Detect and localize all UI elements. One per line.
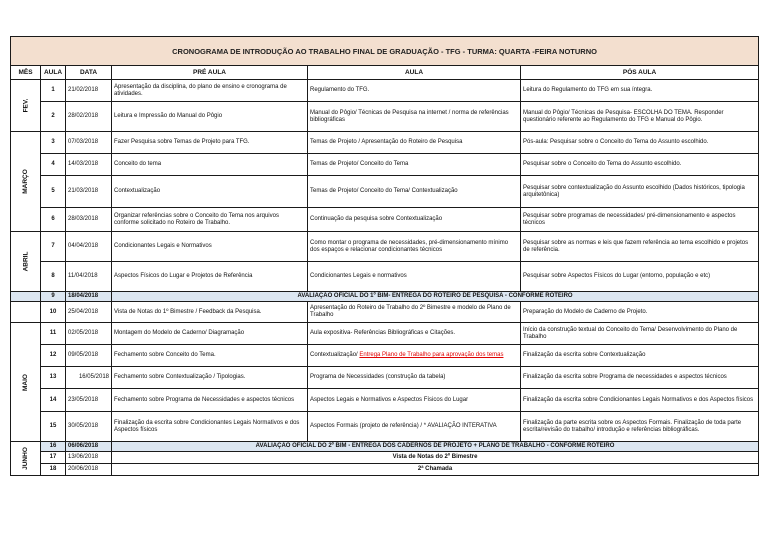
pre-aula-cell: Fechamento sobre Contextualização / Tipologias. — [112, 367, 308, 389]
aula-cell: Aspectos Legais e Normativos e Aspectos Físicos do Lugar — [308, 389, 521, 412]
aula-number: 3 — [41, 132, 66, 154]
aula-number: 5 — [41, 176, 66, 208]
aula-cell: Temas de Projeto/ Conceito do Tema — [308, 154, 521, 176]
pos-aula-cell: Início da construção textual do Conceito do Tema/ Desenvolvimento do Plano de Trabalho — [521, 323, 759, 345]
schedule-table — [10, 36, 759, 476]
aula-cell: Aspectos Formais (projeto de referência) / * AVALIAÇÃO INTERATIVA — [308, 412, 521, 442]
aula-cell — [308, 345, 521, 367]
table-row — [11, 80, 759, 102]
aula-cell: Regulamento do TFG. — [308, 80, 521, 102]
aula-number: 12 — [41, 345, 66, 367]
evaluation-banner: AVALIAÇÃO OFICIAL DO 1º BIM- ENTREGA DO ROTEIRO DE PESQUISA - CONFORME ROTEIRO — [112, 292, 759, 302]
table-row — [11, 302, 759, 323]
pre-aula-cell: Conceito do tema — [112, 154, 308, 176]
table-row — [11, 323, 759, 345]
table-row — [11, 132, 759, 154]
pre-aula-cell: Apresentação da disciplina, do plano de ensino e cronograma de atividades. — [112, 80, 308, 102]
month-maio: MAIO — [11, 323, 41, 442]
aula-cell: Temas de Projeto/ Conceito do Tema/ Contextualização — [308, 176, 521, 208]
aula-cell: Apresentação do Roteiro de Trabalho do 2º Bimestre e modelo de Plano de Trabalho — [308, 302, 521, 323]
pre-aula-cell: Leitura e Impressão do Manual do Pôgio — [112, 102, 308, 132]
pos-aula-cell: Manual do Pôgio/ Técnicas de Pesquisa- ESCOLHA DO TEMA. Responder questionário referente ao Regulamento do TFG e Manual do Pôgio. — [521, 102, 759, 132]
aula-date: 21/02/2018 — [66, 80, 112, 102]
aula-number: 4 — [41, 154, 66, 176]
blank-cell — [11, 292, 41, 302]
aula-cell: Aula expositiva- Referências Bibliográficas e Citações. — [308, 323, 521, 345]
evaluation-banner: AVALIAÇÃO OFICIAL DO 2º BIM - ENTREGA DOS CADERNOS DE PROJETO + PLANO DE TRABALHO - CONFORME ROTEIRO — [112, 442, 759, 452]
aula-date: 28/03/2018 — [66, 208, 112, 232]
aula-number: 17 — [41, 452, 66, 464]
pos-aula-cell: Pesquisar sobre as normas e leis que fazem referência ao tema escolhido e projetos de referência. — [521, 232, 759, 262]
pre-aula-cell: Contextualização — [112, 176, 308, 208]
table-row — [11, 389, 759, 412]
pos-aula-cell: Finalização da escrita sobre Condicionantes Legais Normativos e dos Aspectos físicos — [521, 389, 759, 412]
aula-date: 06/06/2018 — [66, 442, 112, 452]
aula-cell: Programa de Necessidades (construção da tabela) — [308, 367, 521, 389]
header-data: DATA — [66, 66, 112, 80]
month-junho: JUNHO — [11, 442, 41, 476]
pre-aula-cell: Finalização da escrita sobre Condicionantes Legais Normativos e dos Aspectos físicos — [112, 412, 308, 442]
pre-aula-cell: Organizar referências sobre o Conceito do Tema nos arquivos conforme solicitado no Roteiro de Trabalho. — [112, 208, 308, 232]
header-pre-aula: PRÉ AULA — [112, 66, 308, 80]
table-row — [11, 176, 759, 208]
aula-number: 6 — [41, 208, 66, 232]
aula-number: 1 — [41, 80, 66, 102]
schedule-sheet — [10, 36, 758, 476]
table-row — [11, 367, 759, 389]
aula-cell: Continuação da pesquisa sobre Contextualização — [308, 208, 521, 232]
table-row — [11, 345, 759, 367]
schedule-title: CRONOGRAMA DE INTRODUÇÃO AO TRABALHO FINAL DE GRADUAÇÃO - TFG - TURMA: QUARTA -FEIRA NOTURNO — [11, 37, 759, 66]
pre-aula-cell: Fechamento sobre Conceito do Tema. — [112, 345, 308, 367]
header-mes: MÊS — [11, 66, 41, 80]
aula-date: 28/02/2018 — [66, 102, 112, 132]
pos-aula-cell: Preparação do Modelo de Caderno de Projeto. — [521, 302, 759, 323]
table-row — [11, 154, 759, 176]
month-fev: FEV. — [11, 80, 41, 132]
aula-date: 20/06/2018 — [66, 464, 112, 476]
month-abril: ABRIL — [11, 232, 41, 292]
aula-date: 25/04/2018 — [66, 302, 112, 323]
pos-aula-cell: Finalização da escrita sobre Contextualização — [521, 345, 759, 367]
aula-number: 9 — [41, 292, 66, 302]
aula-date: 09/05/2018 — [66, 345, 112, 367]
pre-aula-cell: Aspectos Físicos do Lugar e Projetos de Referência — [112, 262, 308, 292]
pre-aula-cell: Fazer Pesquisa sobre Temas de Projeto para TFG. — [112, 132, 308, 154]
aula-date: 23/05/2018 — [66, 389, 112, 412]
aula-number: 14 — [41, 389, 66, 412]
pre-aula-cell: Condicionantes Legais e Normativos — [112, 232, 308, 262]
aula-date: 07/03/2018 — [66, 132, 112, 154]
table-row — [11, 452, 759, 464]
aula-cell: Condicionantes Legais e normativos — [308, 262, 521, 292]
aula-text: Contextualização/ — [310, 352, 358, 358]
pos-aula-cell: Finalização da escrita sobre Programa de necessidades e aspectos técnicos — [521, 367, 759, 389]
pos-aula-cell: Leitura do Regulamento do TFG em sua íntegra. — [521, 80, 759, 102]
aula-date: 16/05/2018 — [66, 367, 112, 389]
table-row — [11, 102, 759, 132]
aula-number: 18 — [41, 464, 66, 476]
table-row — [11, 262, 759, 292]
aula-date: 13/06/2018 — [66, 452, 112, 464]
aula-number: 8 — [41, 262, 66, 292]
aula-cell: Manual do Pôgio/ Técnicas de Pesquisa na internet / norma de referências bibliográficas — [308, 102, 521, 132]
aula-number: 13 — [41, 367, 66, 389]
pos-aula-cell: Pós-aula: Pesquisar sobre o Conceito do Tema do Assunto escolhido. — [521, 132, 759, 154]
aula-highlight: Entrega Plano de Trabalho para aprovação dos temas — [359, 352, 504, 358]
merged-cell: 2ª Chamada — [112, 464, 759, 476]
blank-cell — [11, 302, 41, 323]
table-row — [11, 232, 759, 262]
aula-number: 2 — [41, 102, 66, 132]
pos-aula-cell: Pesquisar sobre programas de necessidades/ pré-dimensionamento e aspectos técnicos — [521, 208, 759, 232]
header-aula: AULA — [308, 66, 521, 80]
header-pos-aula: PÓS AULA — [521, 66, 759, 80]
aula-number: 7 — [41, 232, 66, 262]
pre-aula-cell: Fechamento sobre Programa de Necessidades e aspectos técnicos — [112, 389, 308, 412]
merged-cell: Vista de Notas do 2º Bimestre — [112, 452, 759, 464]
evaluation-row — [11, 292, 759, 302]
aula-date: 02/05/2018 — [66, 323, 112, 345]
table-row — [11, 464, 759, 476]
aula-cell: Como montar o programa de necessidades, pré-dimensionamento mínimo dos espaços e relacionar condicionantes técnicos — [308, 232, 521, 262]
aula-number: 10 — [41, 302, 66, 323]
pre-aula-cell: Vista de Notas do 1º Bimestre / Feedback da Pesquisa. — [112, 302, 308, 323]
table-row — [11, 208, 759, 232]
pre-aula-cell: Montagem do Modelo de Caderno/ Diagramação — [112, 323, 308, 345]
aula-date: 14/03/2018 — [66, 154, 112, 176]
pos-aula-cell: Finalização da parte escrita sobre os Aspectos Formais. Finalização de toda parte escrita/revisão do trabalho/ introdução e referências bibliográficas. — [521, 412, 759, 442]
aula-cell: Temas de Projeto / Apresentação do Roteiro de Pesquisa — [308, 132, 521, 154]
aula-date: 21/03/2018 — [66, 176, 112, 208]
aula-number: 15 — [41, 412, 66, 442]
month-marco: MARÇO — [11, 132, 41, 232]
pos-aula-cell: Pesquisar sobre Aspectos Físicos do Lugar (entorno, população e etc) — [521, 262, 759, 292]
aula-date: 04/04/2018 — [66, 232, 112, 262]
aula-date: 18/04/2018 — [66, 292, 112, 302]
pos-aula-cell: Pesquisar sobre o Conceito do Tema do Assunto escolhido. — [521, 154, 759, 176]
pos-aula-cell: Pesquisar sobre contextualização do Assunto escolhido (Dados históricos, tipologia arquitetônica) — [521, 176, 759, 208]
header-aula-num: AULA — [41, 66, 66, 80]
aula-number: 11 — [41, 323, 66, 345]
evaluation-row — [11, 442, 759, 452]
aula-date: 11/04/2018 — [66, 262, 112, 292]
aula-date: 30/05/2018 — [66, 412, 112, 442]
aula-number: 16 — [41, 442, 66, 452]
table-row — [11, 412, 759, 442]
